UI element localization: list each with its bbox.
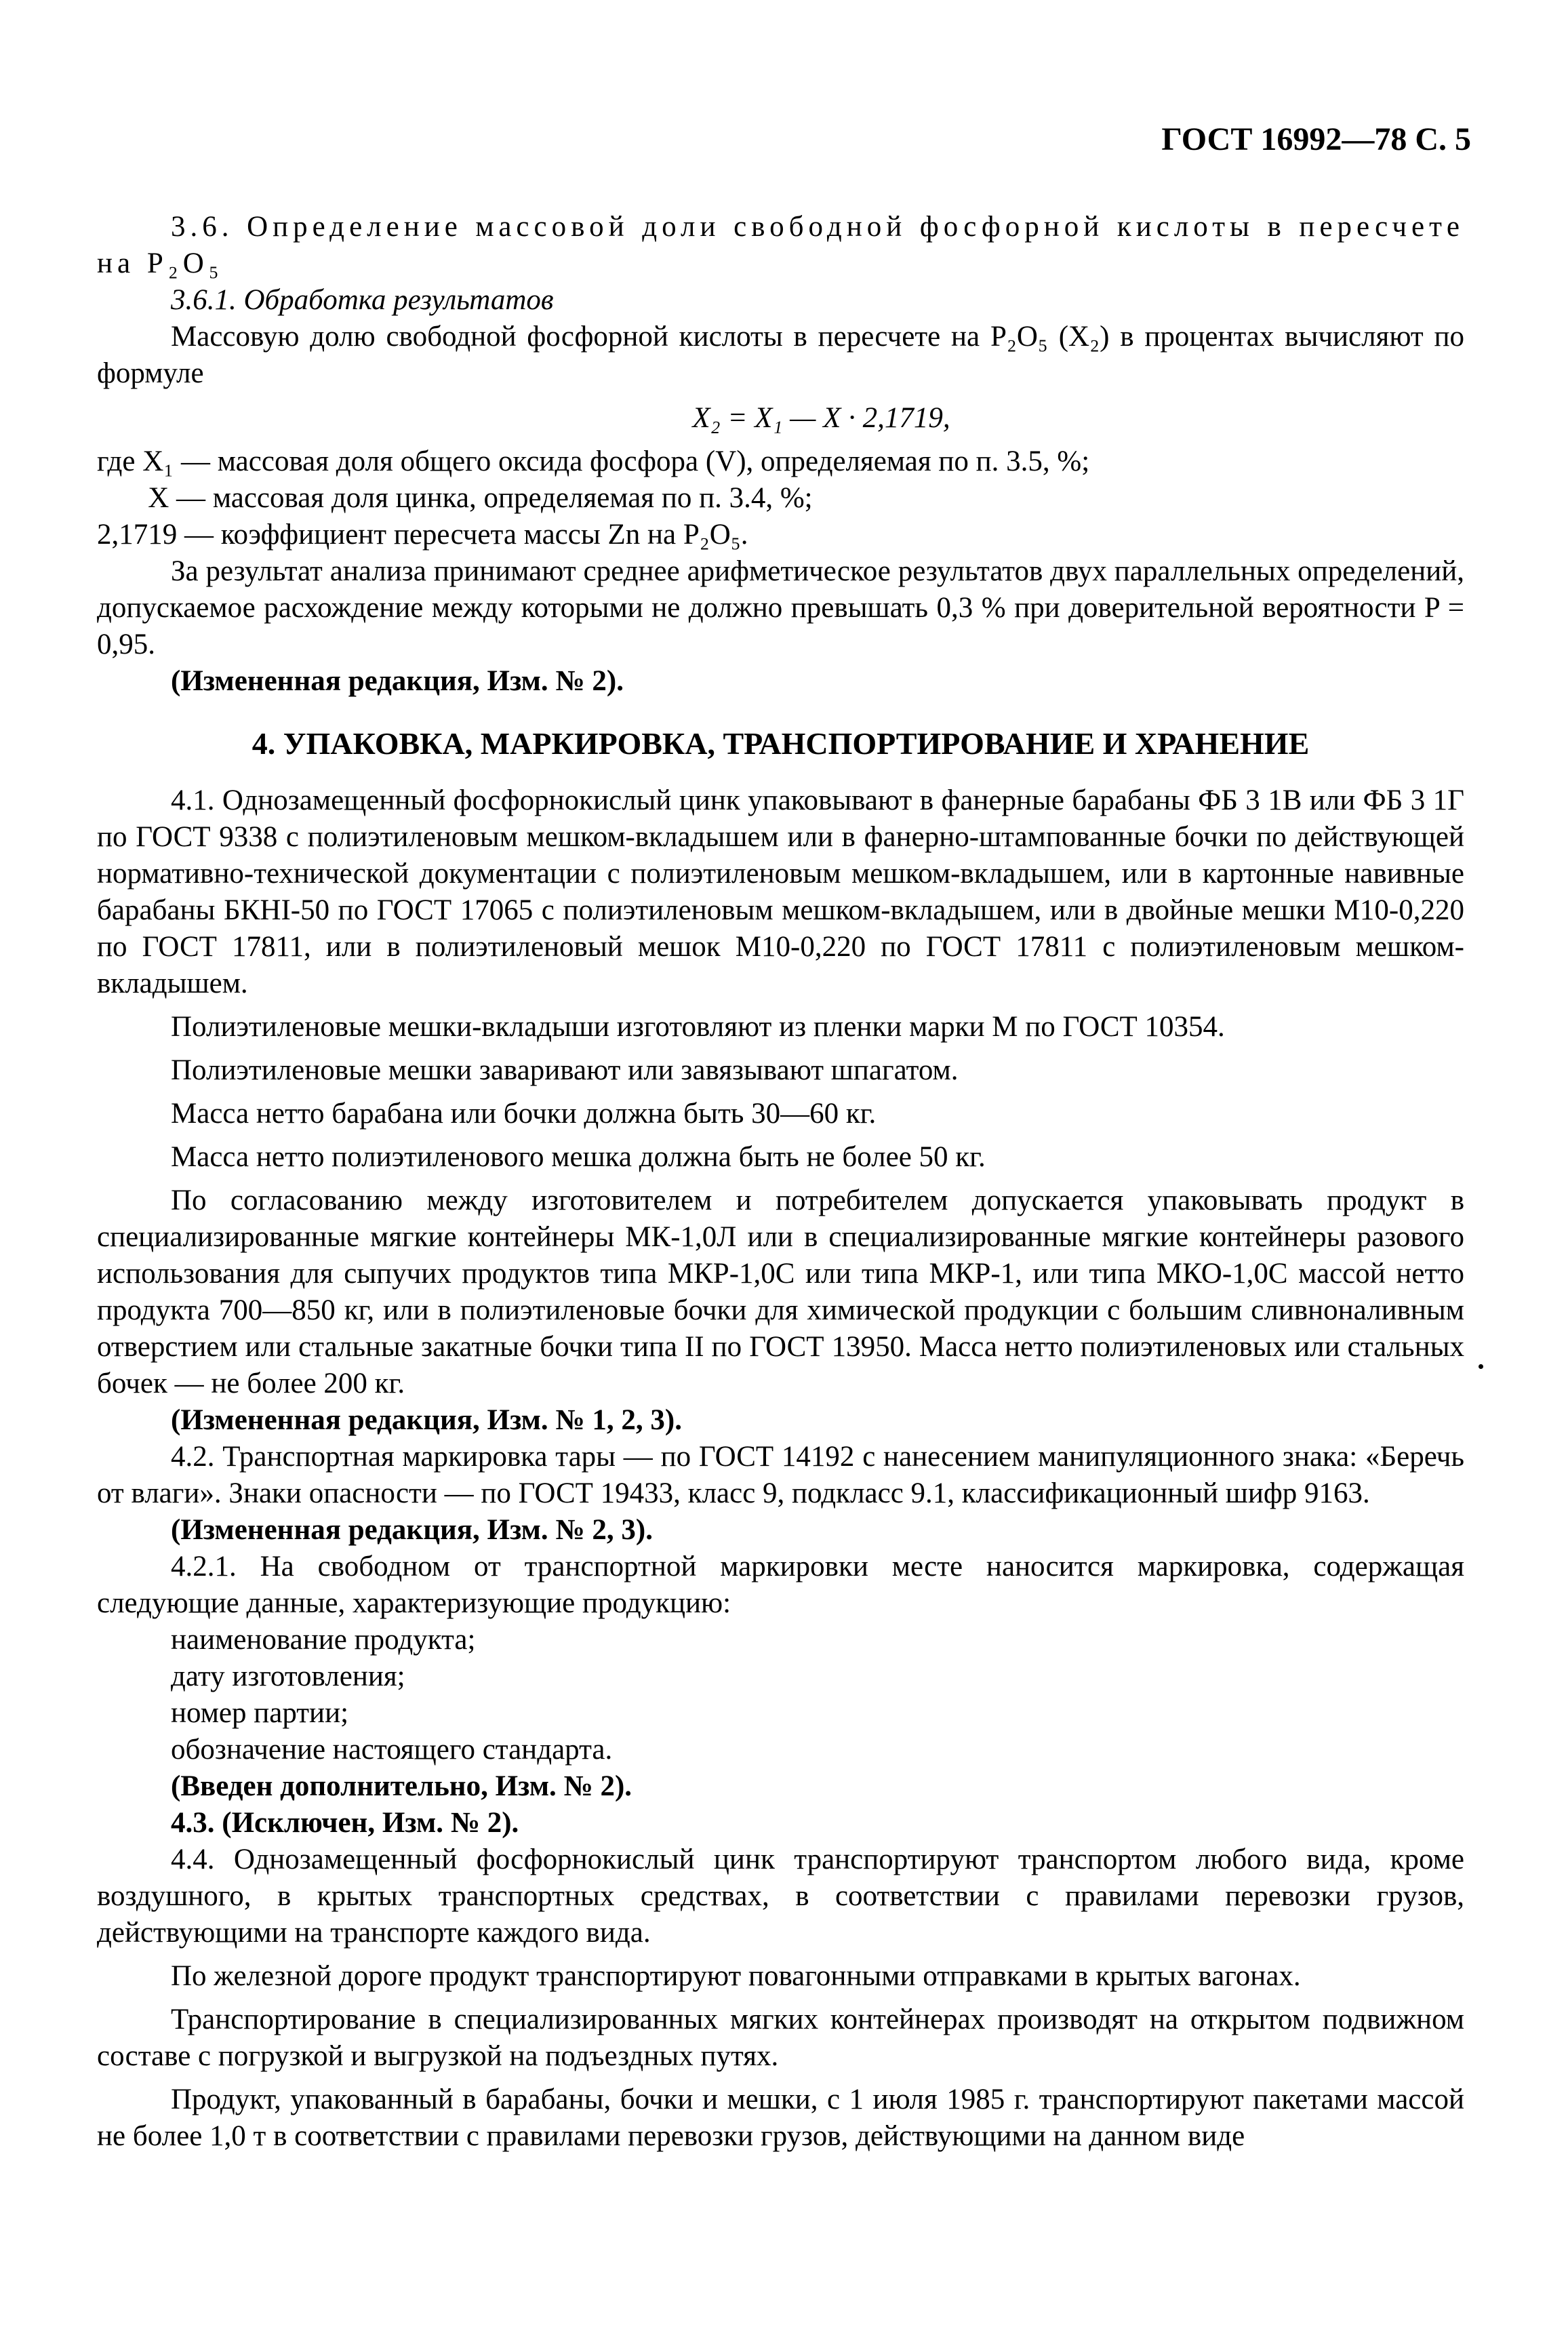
paragraph-4-1-drum-mass: Масса нетто барабана или бочки должна быть 30—60 кг. bbox=[171, 1098, 877, 1130]
paragraph-4-1: 4.1. Однозамещенный фосфорнокислый цинк упаковывают в фанерные барабаны ФБ 3 1В или ФБ 3 1Г по ГОСТ 9338 с полиэтиленовым мешком-вкладышем или в фанерно-штампованные бочки по действующей нормативно-технической документации с полиэтиленовым мешком-вкладышем, или в картонные навивные барабаны БКНI-50 по ГОСТ 17065 с полиэтиленовым мешком-вкладышем, или в двойные мешки М10-0,220 по ГОСТ 17811, или в полиэтиленовый мешок М10-0,220 по ГОСТ 17811 с полиэтиленовым мешком-вкладышем. bbox=[97, 784, 1464, 999]
result-paragraph: За результат анализа принимают среднее арифметическое результатов двух параллельных определений, допускаемое расхождение между которыми не должно превышать 0,3 % при доверительной вероятности P = 0,95. bbox=[97, 555, 1464, 660]
list-item: наименование продукта; bbox=[171, 1624, 476, 1656]
list-item: обозначение настоящего стандарта. bbox=[171, 1734, 613, 1766]
formula-intro: Массовую долю свободной фосфорной кислоты в пересчете на P₂O₅ (X₂) в процентах вычисляют по формуле bbox=[97, 321, 1464, 389]
page-header: ГОСТ 16992—78 С. 5 bbox=[1161, 121, 1471, 157]
definition-coefficient bbox=[97, 517, 1464, 553]
formula: X₂ = X₁ — X · 2,1719, bbox=[692, 402, 950, 434]
edit-note-3-6: (Измененная редакция, Изм. № 2). bbox=[171, 665, 624, 697]
paragraph-4-4: 4.4. Однозамещенный фосфорнокислый цинк транспортируют транспортом любого вида, кроме воздушного, в крытых транспортных средствах, в соответствии с правилами перевозки грузов, действующими на транспорте каждого вида. bbox=[97, 1844, 1464, 1949]
paragraph-4-4-packages: Продукт, упакованный в барабаны, бочки и мешки, с 1 июля 1985 г. транспортируют пакетами массой не более 1,0 т в соответствии с правилами перевозки грузов, действующими на данном виде bbox=[97, 2084, 1464, 2152]
definition-x1 bbox=[97, 443, 1464, 480]
paragraph-4-2: 4.2. Транспортная маркировка тары — по ГОСТ 14192 с нанесением манипуляционного знака: «Беречь от влаги». Знаки опасности — по ГОСТ 19433, класс 9, подкласс 9.1, классификационный шифр 9163. bbox=[97, 1441, 1464, 1509]
definition-desc: массовая доля цинка, определяемая по п. 3.4, %; bbox=[212, 482, 813, 514]
definition-desc: коэффициент пересчета массы Zn на P₂O₅. bbox=[220, 519, 748, 551]
paragraph-4-3: 4.3. (Исключен, Изм. № 2). bbox=[171, 1807, 519, 1839]
paragraph-4-1-bag-mass: Масса нетто полиэтиленового мешка должна быть не более 50 кг. bbox=[171, 1141, 986, 1173]
section-3-6-title: 3.6. Определение массовой доли свободной фосфорной кислоты в пересчете на P₂O₅ bbox=[97, 211, 1464, 279]
list-item: дату изготовления; bbox=[171, 1660, 405, 1692]
edit-note-4-1: (Измененная редакция, Изм. № 1, 2, 3). bbox=[171, 1404, 682, 1436]
paragraph-4-1-containers: По согласованию между изготовителем и потребителем допускается упаковывать продукт в специализированные мягкие контейнеры МК-1,0Л или в специализированные мягкие контейнеры разового использования для сыпучих продуктов типа МКР-1,0С или типа МКР-1, или типа МКО-1,0С массой нетто продукта 700—850 кг, или в полиэтиленовые бочки для химической продукции с большим сливноналивным отверстием или стальные закатные бочки типа II по ГОСТ 13950. Масса нетто полиэтиленовых или стальных бочек — не более 200 кг. bbox=[97, 1185, 1464, 1399]
edit-note-4-2: (Измененная редакция, Изм. № 2, 3). bbox=[171, 1514, 653, 1546]
paragraph-4-1-sealing: Полиэтиленовые мешки заваривают или завязывают шпагатом. bbox=[171, 1054, 959, 1086]
paragraph-4-2-1: 4.2.1. На свободном от транспортной маркировки месте наносится маркировка, содержащая следующие данные, характеризующие продукцию: bbox=[97, 1551, 1464, 1619]
list-item: номер партии; bbox=[171, 1697, 349, 1729]
document-body bbox=[97, 209, 1464, 2155]
definition-desc: массовая доля общего оксида фосфора (V), определяемая по п. 3.5, %; bbox=[217, 445, 1090, 477]
definition-term: X — bbox=[97, 482, 213, 514]
paragraph-4-4-containers: Транспортирование в специализированных мягких контейнерах производят на открытом подвижном составе с погрузкой и выгрузкой на подъездных путях. bbox=[97, 2004, 1464, 2072]
paragraph-4-4-rail: По железной дороге продукт транспортируют повагонными отправками в крытых вагонах. bbox=[171, 1960, 1301, 1992]
section-3-6-1-title: 3.6.1. Обработка результатов bbox=[171, 284, 554, 316]
section-4-title: 4. УПАКОВКА, МАРКИРОВКА, ТРАНСПОРТИРОВАНИЕ И ХРАНЕНИЕ bbox=[252, 726, 1310, 761]
paragraph-4-1-liners: Полиэтиленовые мешки-вкладыши изготовляют из пленки марки М по ГОСТ 10354. bbox=[171, 1011, 1225, 1043]
stray-dot-mark bbox=[1479, 1364, 1483, 1369]
edit-note-4-2-1: (Введен дополнительно, Изм. № 2). bbox=[171, 1770, 632, 1802]
marking-data-list bbox=[97, 1622, 1464, 1768]
definition-x bbox=[97, 480, 1464, 517]
definition-term: 2,1719 — bbox=[97, 519, 221, 551]
definition-term: где X₁ — bbox=[97, 445, 218, 477]
